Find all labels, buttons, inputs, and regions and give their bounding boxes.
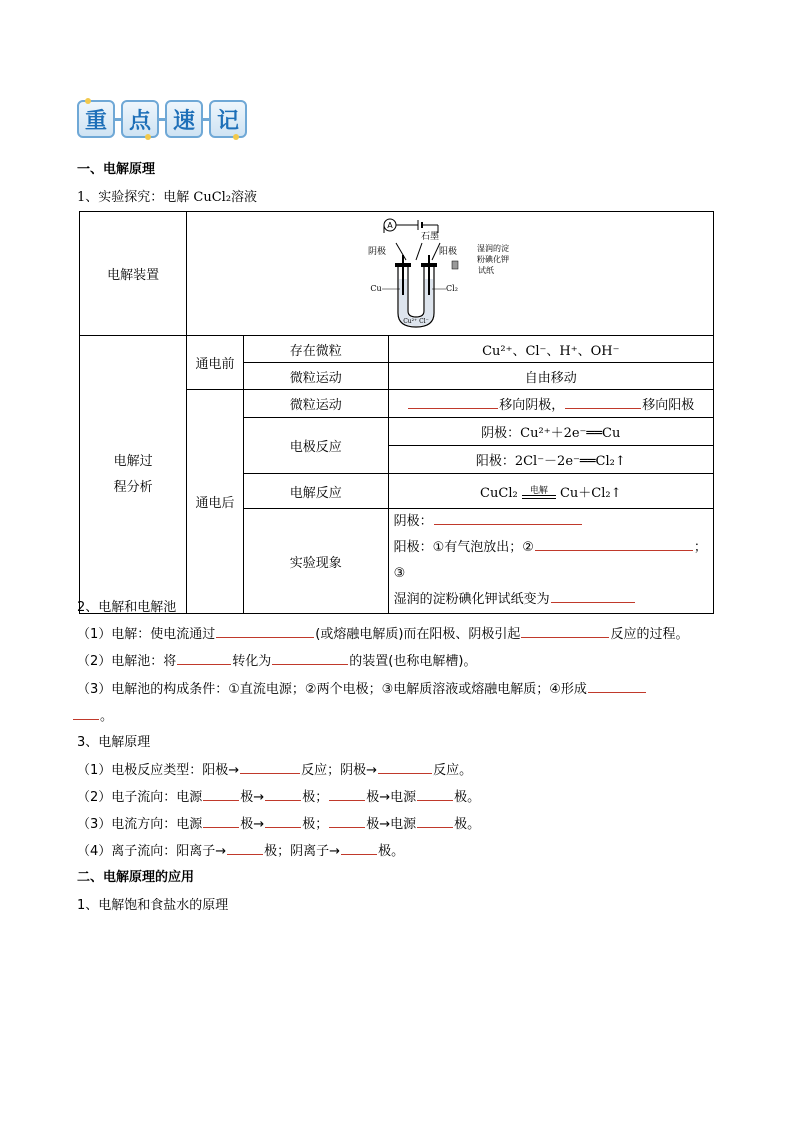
device-diagram-cell <box>187 212 714 336</box>
blank-anode-phenomenon[interactable] <box>535 539 693 551</box>
blank-5-cont[interactable] <box>73 708 99 720</box>
particle-motion-after-label: 微粒运动 <box>243 390 388 418</box>
anode-equation: 阳极：2Cl⁻－2e⁻══Cl₂↑ <box>388 446 713 474</box>
electron-flow-line: （2）电子流向：电源 极→ 极； 极→电源 极。 <box>77 790 481 805</box>
particle-motion-after-value: 移向阴极， 移向阳极 <box>388 390 713 418</box>
blank-paper-color[interactable] <box>551 591 635 603</box>
svg-text:湿润的淀: 湿润的淀 <box>477 243 510 253</box>
blank-cathode-phenomenon[interactable] <box>434 513 582 525</box>
blank-12[interactable] <box>203 816 239 828</box>
blank-6[interactable] <box>240 762 300 774</box>
blank-14[interactable] <box>329 816 365 828</box>
blank-cation[interactable] <box>408 397 498 409</box>
phenomenon-value: 阴极： 阳极：①有气泡放出；② ；③ 湿润的淀粉碘化钾试纸变为 <box>388 509 713 614</box>
section-heading-2: 二、电解原理的应用 <box>77 870 195 885</box>
svg-text:阴极: 阴极 <box>368 246 387 257</box>
electrolysis-table <box>79 211 714 614</box>
blank-15[interactable] <box>417 816 453 828</box>
ion-flow-line: （4）离子流向：阳离子→ 极；阴离子→ 极。 <box>77 844 405 859</box>
after-power-label: 通电后 <box>187 390 244 614</box>
svg-text:A: A <box>387 220 393 230</box>
blank-7[interactable] <box>378 762 432 774</box>
blank-4[interactable] <box>272 653 348 665</box>
electrolysis-equation: CuCl₂ 电解 Cu＋Cl₂↑ <box>388 474 713 509</box>
item-heading-4: 1、电解饱和食盐水的原理 <box>77 898 229 913</box>
badge-char-1: 重 <box>77 100 115 138</box>
blank-8[interactable] <box>203 789 239 801</box>
badge-char-3: 速 <box>165 100 203 138</box>
badge-char-2: 点 <box>121 100 159 138</box>
reaction-type-line: （1）电极反应类型：阳极→ 反应；阴极→ 反应。 <box>77 763 473 778</box>
svg-text:试纸: 试纸 <box>478 265 495 275</box>
blank-2[interactable] <box>521 626 609 638</box>
svg-text:粉碘化钾: 粉碘化钾 <box>477 254 510 264</box>
exist-particles-label: 存在微粒 <box>243 336 388 363</box>
electrolysis-condition: 电解 <box>522 487 556 499</box>
section-heading-1: 一、电解原理 <box>77 162 156 177</box>
process-analysis-label: 电解过 程分析 <box>80 336 187 614</box>
electrolysis-apparatus-diagram <box>360 215 540 333</box>
electrode-reaction-label: 电极反应 <box>243 418 388 474</box>
before-power-label: 通电前 <box>187 336 244 390</box>
particle-motion-value: 自由移动 <box>388 363 713 390</box>
device-label: 电解装置 <box>80 212 187 336</box>
svg-text:石墨: 石墨 <box>421 231 440 242</box>
cell-conditions: （3）电解池的构成条件：①直流电源；②两个电极；③电解质溶液或熔融电解质；④形成 <box>77 678 647 697</box>
blank-9[interactable] <box>265 789 301 801</box>
particle-motion-label: 微粒运动 <box>243 363 388 390</box>
blank-17[interactable] <box>341 843 377 855</box>
svg-text:阳极: 阳极 <box>439 246 458 257</box>
svg-text:Cu²⁺ Cl⁻: Cu²⁺ Cl⁻ <box>403 317 429 325</box>
section-badge <box>77 100 247 138</box>
blank-anion[interactable] <box>565 397 641 409</box>
item-heading-2: 2、电解和电解池 <box>77 600 177 615</box>
blank-3[interactable] <box>177 653 231 665</box>
definition-electrolytic-cell: （2）电解池：将 转化为 的装置(也称电解槽)。 <box>77 654 477 669</box>
badge-char-4: 记 <box>209 100 247 138</box>
item-heading-1: 1、实验探究：电解 CuCl₂溶液 <box>77 190 258 205</box>
cell-conditions-cont: 。 <box>72 705 113 724</box>
electrolysis-reaction-label: 电解反应 <box>243 474 388 509</box>
phenomenon-label: 实验现象 <box>243 509 388 614</box>
blank-16[interactable] <box>227 843 263 855</box>
blank-1[interactable] <box>216 626 314 638</box>
blank-10[interactable] <box>329 789 365 801</box>
svg-text:Cu: Cu <box>370 283 382 293</box>
item-heading-3: 3、电解原理 <box>77 735 151 750</box>
blank-13[interactable] <box>265 816 301 828</box>
blank-11[interactable] <box>417 789 453 801</box>
blank-5[interactable] <box>588 681 646 693</box>
current-direction-line: （3）电流方向：电源 极→ 极； 极→电源 极。 <box>77 817 481 832</box>
svg-text:Cl₂: Cl₂ <box>446 283 459 293</box>
definition-electrolysis: （1）电解：使电流通过 (或熔融电解质)而在阳极、阴极引起 反应的过程。 <box>77 627 689 642</box>
cathode-equation: 阴极：Cu²⁺＋2e⁻══Cu <box>388 418 713 446</box>
exist-particles-value: Cu²⁺、Cl⁻、H⁺、OH⁻ <box>388 336 713 363</box>
